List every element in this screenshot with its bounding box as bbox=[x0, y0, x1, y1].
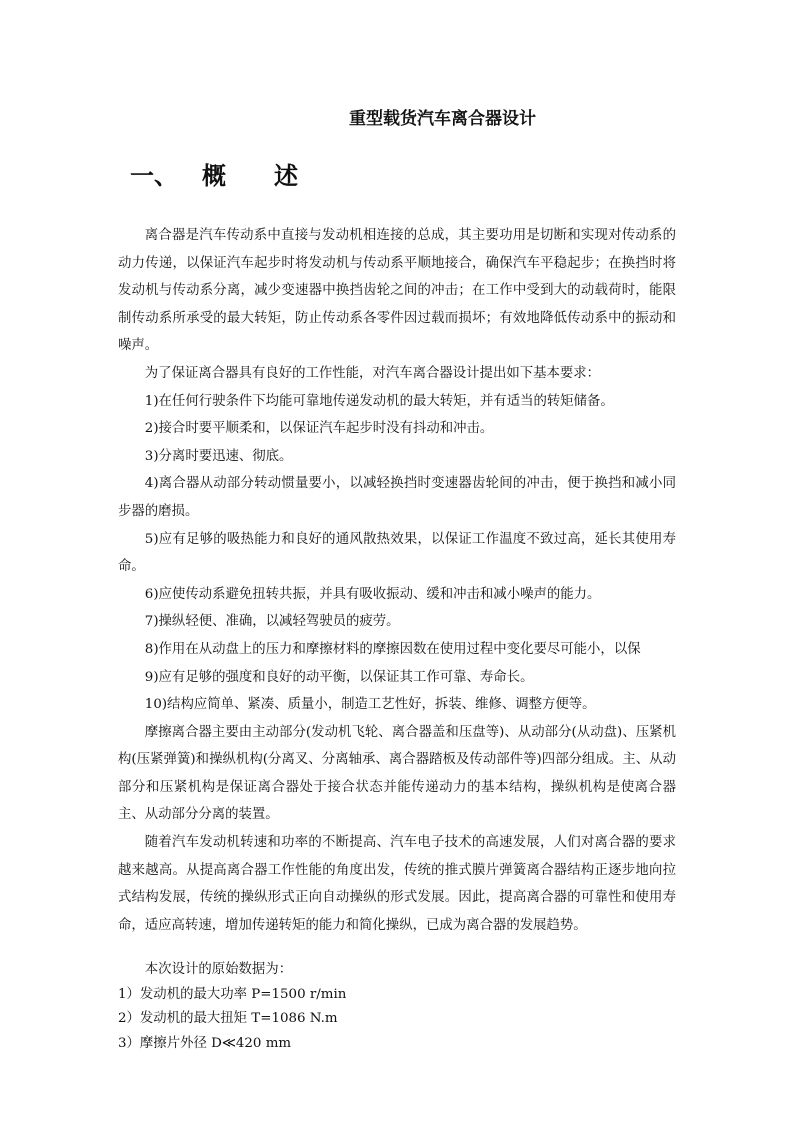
requirement-item: 3)分离时要迅速、彻底。 bbox=[144, 448, 293, 464]
requirement-item: 6)应使传动系避免扭转共振，并具有吸收振动、缓和冲击和减小噪声的能力。 bbox=[144, 586, 601, 602]
data-item: 1）发动机的最大功率 P=1500 r/min bbox=[118, 986, 347, 1002]
data-item: 3）摩擦片外径 D≪420 mm bbox=[118, 1035, 292, 1051]
requirement-item: 8)作用在从动盘上的压力和摩擦材料的摩擦因数在使用过程中变化要尽可能小，以保 bbox=[144, 641, 641, 657]
requirement-item: 5)应有足够的吸热能力和良好的通风散热效果，以保证工作温度不致过高，延长其使用寿命。 bbox=[118, 531, 676, 575]
requirement-item: 10)结构应简单、紧凑、质量小，制造工艺性好，拆装、维修、调整方便等。 bbox=[144, 697, 596, 713]
paragraph: 摩擦离合器主要由主动部分(发动机飞轮、离合器盖和压盘等)、从动部分(从动盘)、压紧机构(压紧弹簧)和操纵机构(分离叉、分离轴承、离合器踏板及传动部件等)四部分组成。主、从动部分和压紧机构是保证离合器处于接合状态并能传递动力的基本结构，操纵机构是使离合器主、从动部分分离的装置。 bbox=[118, 724, 676, 823]
body-text bbox=[118, 222, 676, 939]
paragraph: 离合器是汽车传动系中直接与发动机相连接的总成，其主要功用是切断和实现对传动系的动力传递，以保证汽车起步时将发动机与传动系平顺地接合，确保汽车平稳起步；在换挡时将发动机与传动系分离，减少变速器中换挡齿轮之间的冲击；在工作中受到大的动载荷时，能限制传动系所承受的最大转矩，防止传动系各零件因过载而损坏；有效地降低传动系中的振动和噪声。 bbox=[118, 228, 676, 354]
section-title-char: 概 bbox=[202, 161, 226, 190]
requirement-item: 2)接合时要平顺柔和，以保证汽车起步时没有抖动和冲击。 bbox=[144, 421, 494, 437]
requirement-item: 9)应有足够的强度和良好的动平衡，以保证其工作可靠、寿命长。 bbox=[144, 669, 534, 685]
section-number: 一、 bbox=[130, 161, 178, 190]
requirement-item: 1)在任何行驶条件下均能可靠地传递发动机的最大转矩，并有适当的转矩储备。 bbox=[144, 393, 614, 409]
data-intro: 本次设计的原始数据为： bbox=[144, 962, 293, 977]
data-item: 2）发动机的最大扭矩 T=1086 N.m bbox=[118, 1011, 338, 1026]
section-title-char: 述 bbox=[274, 161, 298, 190]
design-data-list bbox=[118, 958, 676, 1056]
paragraph: 为了保证离合器具有良好的工作性能，对汽车离合器设计提出如下基本要求： bbox=[144, 365, 601, 381]
document-title: 重型载货汽车离合器设计 bbox=[349, 109, 536, 129]
section-heading bbox=[130, 156, 298, 191]
requirement-item: 7)操纵轻便、准确，以减轻驾驶员的疲劳。 bbox=[144, 614, 400, 630]
paragraph: 随着汽车发动机转速和功率的不断提高、汽车电子技术的高速发展，人们对离合器的要求越来越高。从提高离合器工作性能的角度出发，传统的推式膜片弹簧离合器结构正逐步地向拉式结构发展，传统的操纵形式正向自动操纵的形式发展。因此，提高离合器的可靠性和使用寿命，适应高转速，增加传递转矩的能力和简化操纵，已成为离合器的发展趋势。 bbox=[118, 835, 676, 933]
requirement-item: 4)离合器从动部分转动惯量要小，以减轻换挡时变速器齿轮间的冲击，便于换挡和减小同步器的磨损。 bbox=[118, 476, 676, 519]
